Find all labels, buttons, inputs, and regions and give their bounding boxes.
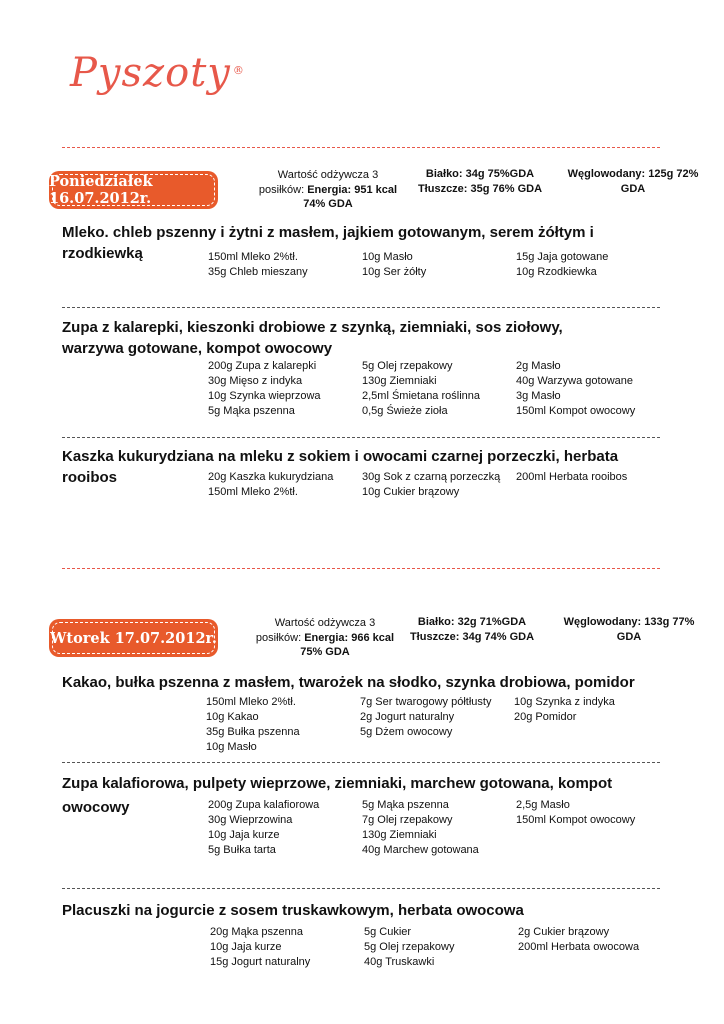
meal-title: Zupa z kalarepki, kieszonki drobiowe z szynką, ziemniaki, sos ziołowy, warzywa gotowane, kompot owocowy bbox=[62, 319, 563, 357]
meal-title: Mleko. chleb pszenny i żytni z masłem, jajkiem gotowanym, serem żółtym i rzodkiewką bbox=[62, 224, 594, 262]
carbs-summary: Węglowodany: 125g 72% GDA bbox=[567, 168, 699, 195]
ingredients-col-3: 10g Szynka z indyka 20g Pomidor bbox=[514, 696, 615, 723]
ingredients-col-3: 2,5g Masło 150ml Kompot owocowy bbox=[516, 799, 636, 826]
ingredients-col-2: 7g Ser twarogowy półtłusty 2g Jogurt naturalny 5g Dżem owocowy bbox=[360, 696, 492, 738]
ingredients-col-1: 20g Kaszka kukurydziana 150ml Mleko 2%tł. bbox=[208, 471, 334, 498]
meal-title: Kaszka kukurydziana na mleku z sokiem i owocami czarnej porzeczki, herbata rooibos bbox=[62, 448, 619, 486]
ingredients-col-3: 200ml Herbata rooibos bbox=[516, 471, 628, 483]
ingredients-col-2: 5g Cukier 5g Olej rzepakowy 40g Truskawki bbox=[364, 926, 455, 968]
meal-divider bbox=[62, 762, 660, 763]
meal-divider bbox=[62, 307, 660, 308]
ingredients-col-2: 5g Olej rzepakowy 130g Ziemniaki 2,5ml Śmietana roślinna 0,5g Świeże zioła bbox=[362, 360, 481, 417]
ingredients-col-3: 2g Cukier brązowy 200ml Herbata owocowa bbox=[518, 926, 640, 953]
ingredients-col-3: 2g Masło 40g Warzywa gotowane 3g Masło 150ml Kompot owocowy bbox=[516, 360, 636, 417]
ingredients-col-1: 150ml Mleko 2%tł. 10g Kakao 35g Bułka pszenna 10g Masło bbox=[206, 696, 300, 753]
meal-title: Placuszki na jogurcie z sosem truskawkowym, herbata owocowa bbox=[62, 902, 524, 919]
day-badge: Wtorek 17.07.2012r. bbox=[49, 619, 218, 657]
section-divider bbox=[62, 147, 660, 148]
energy-summary: Wartość odżywcza 3 posiłków: Energia: 951 kcal 74% GDA bbox=[258, 169, 398, 210]
ingredients-col-2: 10g Masło 10g Ser żółty bbox=[362, 251, 427, 278]
brand-logo: Pyszoty ® bbox=[70, 50, 245, 96]
ingredients-col-2: 30g Sok z czarną porzeczką 10g Cukier brązowy bbox=[362, 471, 501, 498]
protein-fat-summary: Białko: 32g 71%GDA Tłuszcze: 34g 74% GDA bbox=[409, 616, 535, 643]
meal-divider bbox=[62, 888, 660, 889]
ingredients-col-1: 150ml Mleko 2%tł. 35g Chleb mieszany bbox=[208, 251, 308, 278]
section-divider bbox=[62, 568, 660, 569]
ingredients-col-2: 5g Mąka pszenna 7g Olej rzepakowy 130g Ziemniaki 40g Marchew gotowana bbox=[362, 799, 479, 856]
meal-title: Zupa kalafiorowa, pulpety wieprzowe, ziemniaki, marchew gotowana, kompot owocowy bbox=[62, 775, 613, 816]
meal-divider bbox=[62, 437, 660, 438]
protein-fat-summary: Białko: 34g 75%GDA Tłuszcze: 35g 76% GDA bbox=[417, 168, 543, 195]
day-badge: Poniedziałek 16.07.2012r. bbox=[49, 171, 218, 209]
ingredients-col-1: 20g Mąka pszenna 10g Jaja kurze 15g Jogurt naturalny bbox=[210, 926, 311, 968]
carbs-summary: Węglowodany: 133g 77% GDA bbox=[563, 616, 695, 643]
registered-mark: ® bbox=[232, 64, 245, 77]
ingredients-col-1: 200g Zupa kalafiorowa 30g Wieprzowina 10g Jaja kurze 5g Bułka tarta bbox=[208, 799, 320, 856]
energy-summary: Wartość odżywcza 3 posiłków: Energia: 966 kcal 75% GDA bbox=[255, 617, 395, 658]
ingredients-col-3: 15g Jaja gotowane 10g Rzodkiewka bbox=[516, 251, 609, 278]
ingredients-col-1: 200g Zupa z kalarepki 30g Mięso z indyka 10g Szynka wieprzowa 5g Mąka pszenna bbox=[208, 360, 321, 417]
meal-title: Kakao, bułka pszenna z masłem, twarożek na słodko, szynka drobiowa, pomidor bbox=[62, 674, 635, 691]
